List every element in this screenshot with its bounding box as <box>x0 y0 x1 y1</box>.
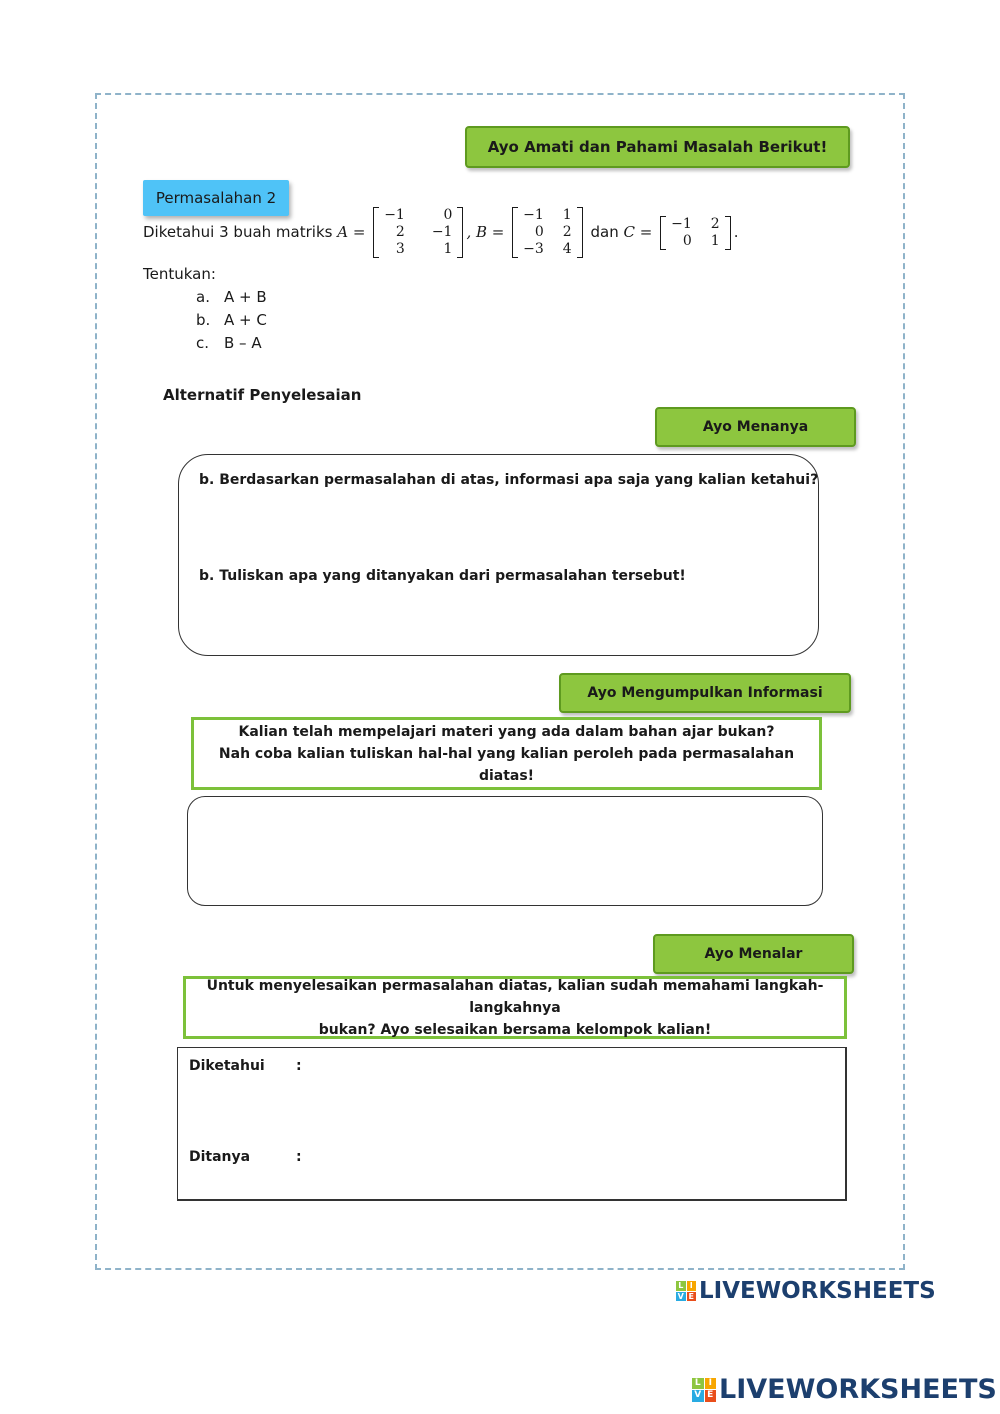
asked-colon: : <box>296 1149 302 1165</box>
liveworksheets-logo-footer <box>692 1374 997 1405</box>
info-answer-box[interactable] <box>187 796 823 906</box>
known-colon: : <box>296 1058 302 1074</box>
var-c: C = <box>623 223 653 241</box>
matrix-a-cell: 2 <box>395 224 405 240</box>
matrix-a-cell: −1 <box>431 224 453 240</box>
banner-menalar-label: Ayo Menalar <box>704 946 803 962</box>
question-known: b. Berdasarkan permasalahan di atas, informasi apa saja yang kalian ketahui? <box>199 472 819 488</box>
menalar-line-2: bukan? Ayo selesaikan bersama kelompok kalian! <box>318 1021 712 1038</box>
menalar-line-1: Untuk menyelesaikan permasalahan diatas, kalian sudah memahami langkah-langkahnya <box>206 977 824 1016</box>
task-item-text: A + C <box>224 311 267 329</box>
matrix-c-cell: 2 <box>710 215 720 232</box>
matrix-b-cell: 0 <box>534 224 544 240</box>
matrix-c-cell: 1 <box>710 232 720 249</box>
logo-text: LIVEWORKSHEETS <box>699 1278 936 1304</box>
info-line-1: Kalian telah mempelajari materi yang ada dalam bahan ajar bukan? <box>238 723 775 740</box>
logo-badge-letter: I <box>687 1281 697 1291</box>
matrix-a-cell: 3 <box>395 241 405 257</box>
logo-badge-letter: E <box>687 1292 697 1302</box>
matrix-b-cell: 1 <box>562 207 572 223</box>
question-asked: b. Tuliskan apa yang ditanyakan dari permasalahan tersebut! <box>199 568 686 584</box>
logo-badge-icon <box>692 1378 716 1402</box>
matrix-c-cell: −1 <box>671 215 692 232</box>
matrix-b-cell: 4 <box>562 241 572 257</box>
task-item-label: b. <box>196 311 211 329</box>
logo-badge-letter: L <box>692 1378 704 1390</box>
task-label: Tentukan: <box>143 265 216 283</box>
banner-menanya-label: Ayo Menanya <box>702 419 809 435</box>
logo-badge-icon <box>676 1281 696 1301</box>
banner-menanya <box>655 407 856 447</box>
logo-badge-letter: V <box>677 1291 684 1301</box>
var-a: A = <box>337 223 366 241</box>
matrix-b <box>512 207 583 258</box>
problem-intro: Diketahui 3 buah matriks <box>143 223 333 241</box>
logo-badge-letter: L <box>676 1281 686 1291</box>
logo-text: LIVEWORKSHEETS <box>719 1374 997 1405</box>
task-item-label: c. <box>196 334 210 352</box>
task-item <box>196 311 267 329</box>
task-item <box>196 334 262 352</box>
asked-label: Ditanya <box>189 1149 251 1165</box>
matrix-a <box>373 207 463 258</box>
matrix-b-cell: −1 <box>523 207 544 223</box>
var-b: , B = <box>466 223 505 241</box>
known-label: Diketahui <box>189 1058 265 1074</box>
matrix-b-cell: −3 <box>523 241 544 257</box>
solution-heading: Alternatif Penyelesaian <box>163 386 362 404</box>
problem-tag-label: Permasalahan 2 <box>155 189 277 207</box>
info-instruction-box <box>191 717 822 790</box>
matrix-a-cell: −1 <box>384 207 405 223</box>
menalar-instruction-box <box>183 976 847 1039</box>
matrix-a-cell: 0 <box>443 207 453 223</box>
banner-menalar <box>653 934 854 974</box>
banner-mengumpulkan <box>559 673 851 713</box>
task-item-text: B – A <box>224 334 262 352</box>
logo-badge-letter: V <box>692 1390 704 1402</box>
matrix-c <box>660 216 731 250</box>
matrix-b-cell: 2 <box>562 224 572 240</box>
task-item-text: A + B <box>224 288 267 306</box>
logo-badge-letter: E <box>705 1390 717 1402</box>
task-item <box>196 288 267 306</box>
banner-amati <box>465 126 850 168</box>
problem-statement <box>143 207 738 258</box>
liveworksheets-logo <box>676 1278 936 1304</box>
matrix-a-cell: 1 <box>443 241 453 257</box>
banner-mengumpulkan-label: Ayo Mengumpulkan Informasi <box>587 685 823 701</box>
info-line-2: Nah coba kalian tuliskan hal-hal yang kalian peroleh pada permasalahan diatas! <box>218 745 795 784</box>
answer-table[interactable] <box>177 1047 847 1201</box>
period: . <box>733 223 739 241</box>
banner-amati-label: Ayo Amati dan Pahami Masalah Berikut! <box>487 138 828 156</box>
matrix-c-cell: 0 <box>682 232 692 249</box>
conjunction: dan <box>590 223 619 241</box>
task-item-label: a. <box>196 288 210 306</box>
logo-badge-letter: I <box>705 1378 717 1390</box>
